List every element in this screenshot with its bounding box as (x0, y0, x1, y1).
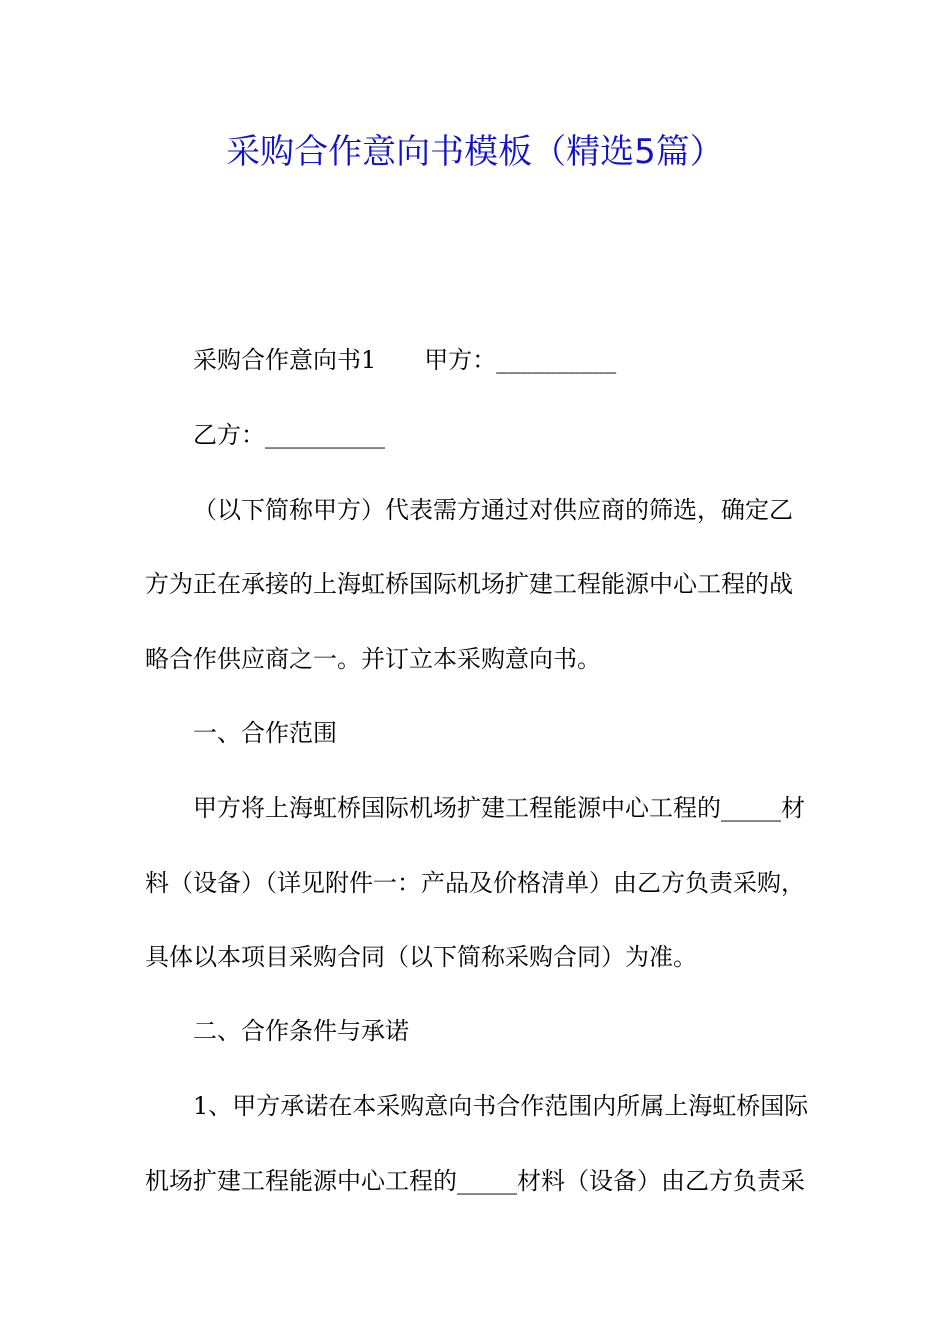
paragraph-line: 料（设备）（详见附件一：产品及价格清单）由乙方负责采购， (145, 869, 805, 897)
paragraph-line: 方为正在承接的上海虹桥国际机场扩建工程能源中心工程的战 (145, 570, 793, 598)
paragraph-line: 甲方将上海虹桥国际机场扩建工程能源中心工程的_____材 (193, 794, 805, 822)
paragraph-line: 略合作供应商之一。并订立本采购意向书。 (145, 645, 601, 673)
document-title: 采购合作意向书模板（精选5篇） (226, 132, 724, 172)
party-b-line: 乙方：__________ (193, 421, 385, 449)
heading-line-party-a: 采购合作意向书1 甲方：__________ (193, 346, 617, 374)
paragraph-line: 具体以本项目采购合同（以下简称采购合同）为准。 (145, 943, 697, 971)
paragraph-line: 机场扩建工程能源中心工程的_____材料（设备）由乙方负责采 (145, 1167, 805, 1195)
paragraph-line: 1、甲方承诺在本采购意向书合作范围内所属上海虹桥国际 (193, 1092, 809, 1120)
section-heading-1: 一、合作范围 (193, 719, 337, 747)
paragraph-line: （以下简称甲方）代表需方通过对供应商的筛选，确定乙 (193, 496, 793, 524)
section-heading-2: 二、合作条件与承诺 (193, 1017, 409, 1045)
